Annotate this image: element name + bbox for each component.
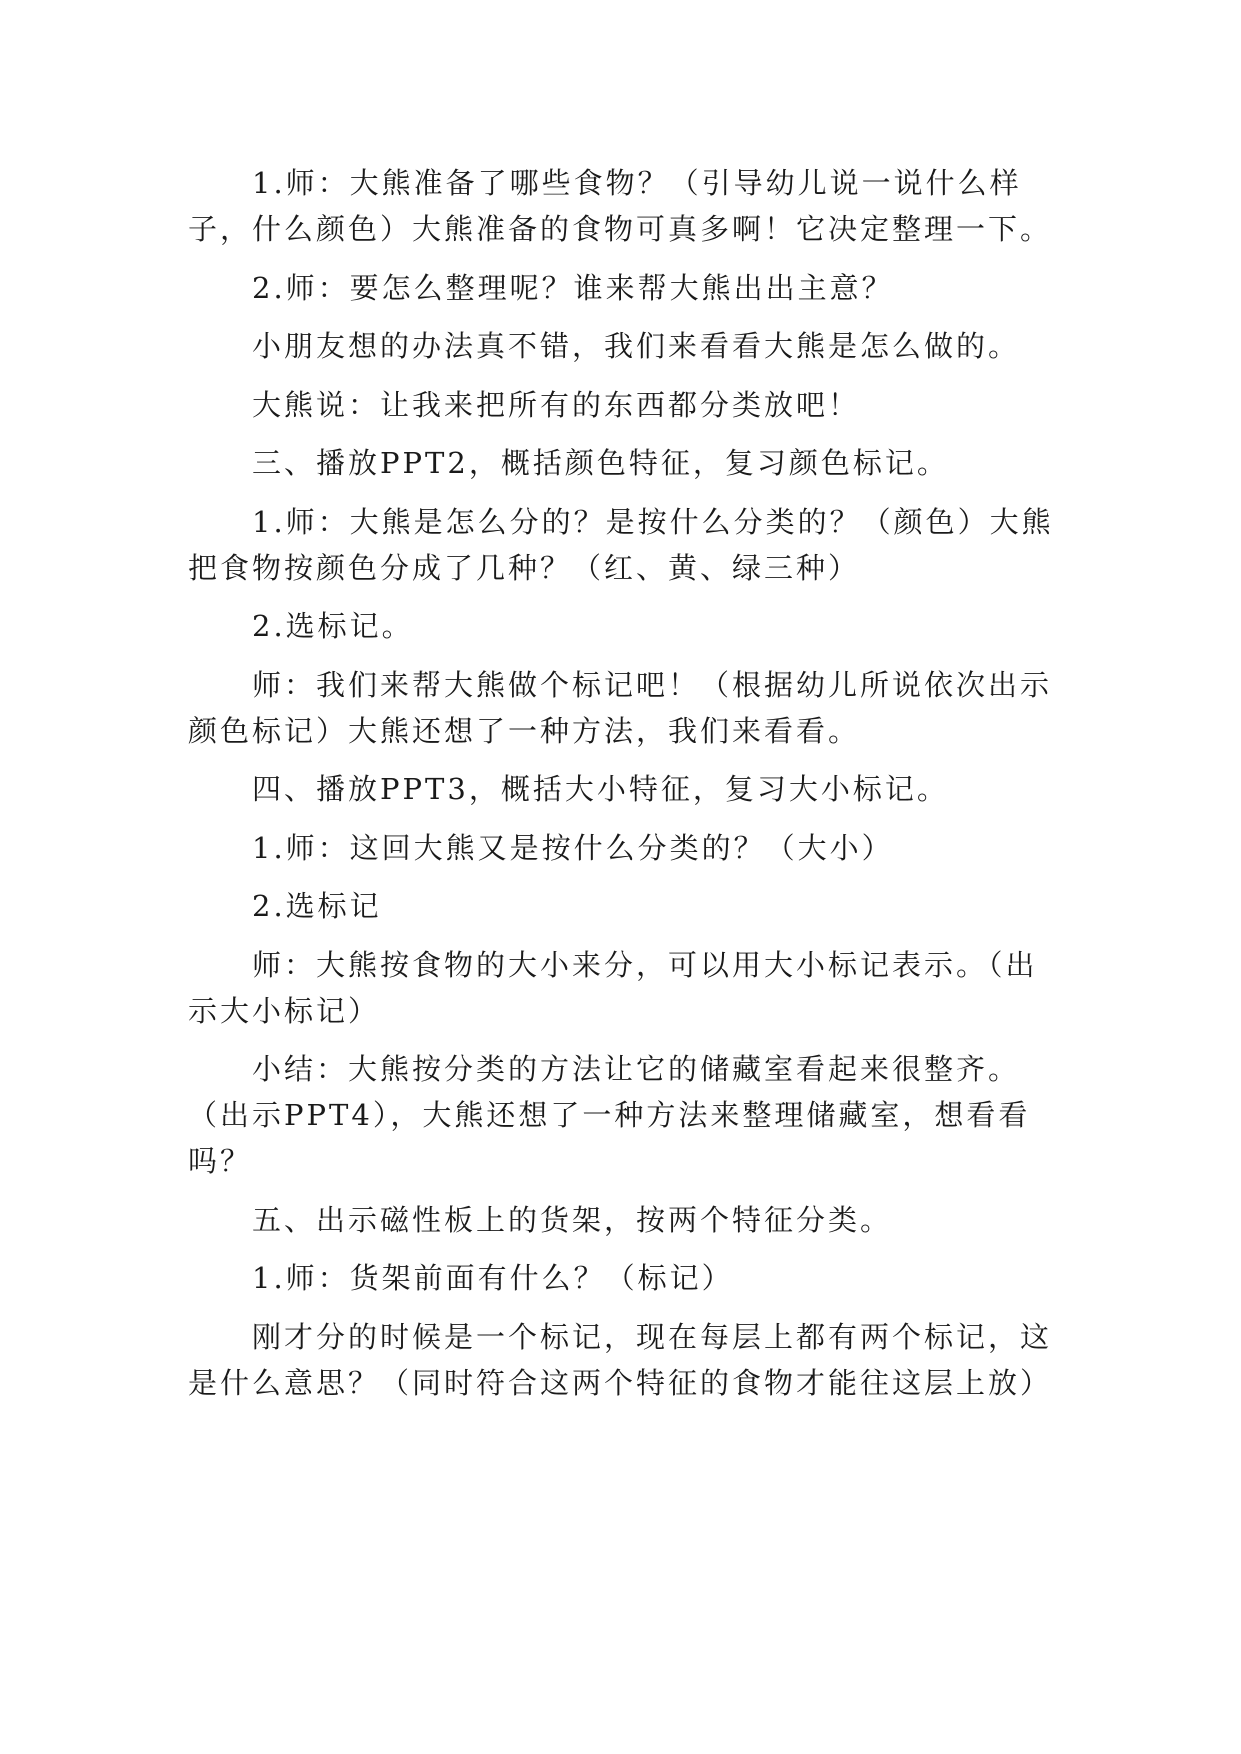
paragraph-12: 师：大熊按食物的大小来分，可以用大小标记表示。（出示大小标记） — [188, 947, 1038, 1028]
paragraph-3: 小朋友想的办法真不错，我们来看看大熊是怎么做的。 — [252, 329, 1021, 363]
paragraph-7: 2.选标记。 — [252, 609, 414, 643]
paragraph-11: 2.选标记 — [252, 889, 382, 923]
summary-paragraph: 小结：大熊按分类的方法让它的储藏室看起来很整齐。（出示PPT4），大熊还想了一种方法来整理储藏室，想看看吗？ — [188, 1052, 1031, 1178]
section-heading-3: 三、播放PPT2，概括颜色特征，复习颜色标记。 — [252, 446, 949, 480]
paragraph-10: 1.师：这回大熊又是按什么分类的？（大小） — [252, 830, 894, 865]
section-heading-5: 五、出示磁性板上的货架，按两个特征分类。 — [252, 1202, 893, 1237]
paragraph-4: 大熊说：让我来把所有的东西都分类放吧！ — [252, 387, 861, 422]
document-body — [188, 160, 1068, 1418]
paragraph-1: 1.师：大熊准备了哪些食物？（引导幼儿说一说什么样子，什么颜色）大熊准备的食物可真多啊！它决定整理一下。 — [188, 166, 1053, 246]
paragraph-2: 2.师：要怎么整理呢？谁来帮大熊出出主意？ — [252, 270, 894, 305]
paragraph-6: 1.师：大熊是怎么分的？是按什么分类的？（颜色）大熊把食物按颜色分成了几种？（红、黄、绿三种） — [188, 504, 1054, 585]
section-heading-4: 四、播放PPT3，概括大小特征，复习大小标记。 — [252, 772, 949, 806]
paragraph-8: 师：我们来帮大熊做个标记吧！（根据幼儿所说依次出示颜色标记）大熊还想了一种方法，我们来看看。 — [188, 667, 1053, 748]
paragraph-15: 1.师：货架前面有什么？（标记） — [252, 1261, 734, 1295]
paragraph-16: 刚才分的时候是一个标记，现在每层上都有两个标记，这是什么意思？（同时符合这两个特征的食物才能往这层上放） — [188, 1319, 1053, 1400]
